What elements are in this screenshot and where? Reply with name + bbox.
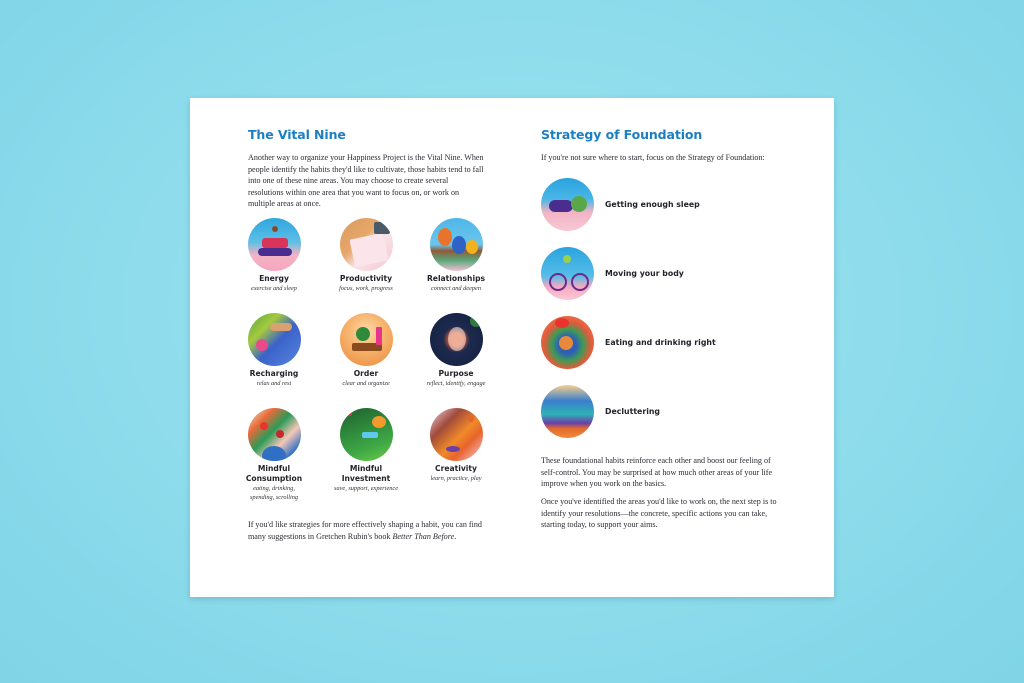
picnic-table-icon (248, 408, 301, 461)
reading-on-blanket-icon (248, 313, 301, 366)
koi-fish-icon (430, 313, 483, 366)
area-mindful-consumption: Mindful Consumption eating, drinking, spending, scrolling (230, 408, 318, 502)
strategy-paragraph-1: These foundational habits reinforce each other and boost our feeling of self-control. You may be surprised at how much other areas of your life improve when you work on the basics. (541, 456, 773, 489)
shelf-plant-icon (340, 313, 393, 366)
cyclist-icon (541, 247, 594, 300)
sleeping-person-icon (541, 178, 594, 231)
area-recharging: Recharging relax and rest (230, 313, 318, 389)
area-relationships: Relationships connect and deepen (412, 218, 500, 294)
yoga-pose-icon (248, 218, 301, 271)
foundation-item-eating: Eating and drinking right (541, 316, 781, 369)
foundation-item-sleep: Getting enough sleep (541, 178, 781, 231)
vital-nine-heading: The Vital Nine (248, 127, 346, 142)
area-productivity: Productivity focus, work, progress (322, 218, 410, 294)
meal-plate-icon (541, 316, 594, 369)
foundation-item-decluttering: Decluttering (541, 385, 781, 438)
forest-garden-icon (340, 408, 393, 461)
area-order: Order clear and organize (322, 313, 410, 389)
strategy-heading: Strategy of Foundation (541, 127, 703, 142)
vital-nine-grid (245, 218, 486, 501)
paint-splash-icon (430, 408, 483, 461)
foundation-item-moving: Moving your body (541, 247, 781, 300)
strategy-intro: If you're not sure where to start, focus on the Strategy of Foundation: (541, 153, 765, 162)
strategy-paragraph-2: Once you've identified the areas you'd like to work on, the next step is to identify your resolutions—the concrete, specific actions you can take, starting today, to support your aims. (541, 497, 777, 530)
area-creativity: Creativity learn, practice, play (412, 408, 500, 484)
area-energy: Energy exercise and sleep (230, 218, 318, 294)
document-page (190, 98, 834, 597)
book-title: Better Than Before (392, 532, 455, 542)
birds-on-branch-icon (430, 218, 483, 271)
notebook-desk-icon (340, 218, 393, 271)
area-purpose: Purpose reflect, identify, engage (412, 313, 500, 389)
vital-nine-intro: Another way to organize your Happiness Project is the Vital Nine. When people identify the habits they'd like to cultivate, those habits tend to fall into one of these nine areas. You may choose to create several resolutions within one area that you want to focus on, or work on multiple areas at once. (248, 153, 484, 209)
vital-nine-outro: If you'd like strategies for more effectively shaping a habit, you can find many suggestions in Gretchen Rubin's book Better Than Before. (248, 520, 482, 542)
area-mindful-investment: Mindful Investment save, support, experience (322, 408, 410, 494)
books-shelf-icon (541, 385, 594, 438)
